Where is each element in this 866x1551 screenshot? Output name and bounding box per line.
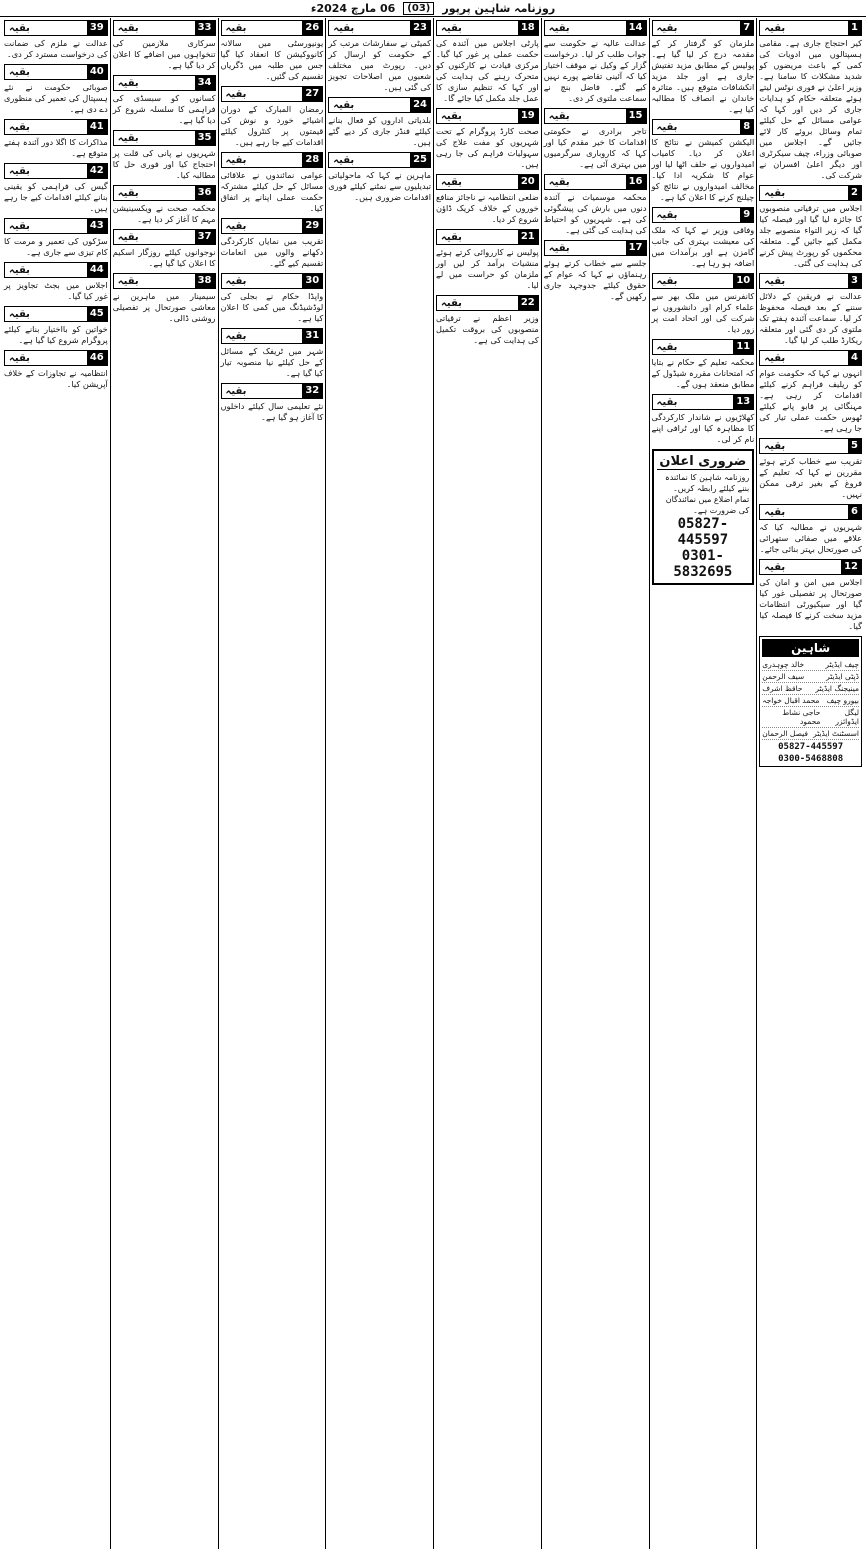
continuation-tag (221, 218, 324, 234)
article-text: وزیر اعظم نے ترقیاتی منصوبوں کی بروقت تکمیل کی ہدایت کی ہے۔ (436, 313, 539, 345)
article-continuation (113, 130, 216, 181)
article-continuation (328, 20, 431, 93)
article-continuation (652, 207, 755, 269)
continuation-tag (652, 394, 755, 410)
continuation-tag (436, 20, 539, 36)
continuation-label: بقیہ (656, 209, 678, 221)
continuation-tag (759, 504, 862, 520)
continuation-number: 39 (87, 21, 107, 35)
continuation-label: بقیہ (764, 187, 786, 199)
article-text: تقریب میں نمایاں کارکردگی دکھانے والوں میں انعامات تقسیم کیے گئے۔ (220, 236, 324, 268)
column-4 (433, 18, 541, 1549)
continuation-number: 26 (302, 21, 322, 35)
continuation-number: 15 (626, 109, 646, 123)
staff-row (762, 728, 859, 740)
continuation-tag (113, 130, 216, 146)
continuation-number: 20 (518, 175, 538, 189)
continuation-number: 10 (733, 274, 753, 288)
continuation-number: 41 (87, 120, 107, 134)
article-text: سڑکوں کی تعمیر و مرمت کا کام تیزی سے جاری ہے۔ (4, 236, 108, 257)
article-continuation (113, 75, 216, 126)
article-text: تقریب سے خطاب کرتے ہوئے مقررین نے کہا کہ تعلیم کے فروغ کے بغیر ترقی ممکن نہیں۔ (759, 456, 862, 499)
article-text: مذاکرات کا اگلا دور آئندہ ہفتے متوقع ہے۔ (4, 137, 108, 158)
continuation-number: 23 (410, 21, 430, 35)
continuation-number: 13 (733, 395, 753, 409)
continuation-tag (544, 240, 647, 256)
article-continuation (221, 273, 324, 324)
continuation-label: بقیہ (9, 220, 30, 232)
continuation-label: بقیہ (764, 440, 786, 452)
article-text: اجلاس میں ترقیاتی منصوبوں کا جائزہ لیا گیا اور فیصلہ کیا گیا کہ زیر التواء منصوبے جلد مکمل کیے جائیں گے۔ متعلقہ محکموں کو رپورٹ پیش کرنے کی ہدایت کی گئی۔ (759, 203, 862, 268)
continuation-label: بقیہ (764, 352, 786, 364)
article-text: ملزمان کو گرفتار کر کے مقدمہ درج کر لیا گیا ہے۔ پولیس کے مطابق مزید تفتیش جاری ہے اور جلد مزید انکشافات متوقع ہیں۔ متاثرہ خاندان نے انصاف کا مطالبہ کیا ہے۔ (651, 38, 755, 114)
continuation-label: بقیہ (441, 176, 462, 188)
continuation-number: 11 (733, 340, 753, 354)
continuation-tag (652, 119, 755, 135)
article-continuation (221, 152, 324, 214)
article-text: محکمہ موسمیات نے آئندہ دنوں میں بارش کی پیشگوئی کی ہے۔ شہریوں کو احتیاط کی ہدایت کی گئی ہے۔ (543, 192, 647, 235)
continuation-label: بقیہ (9, 22, 30, 34)
continuation-tag (652, 339, 755, 355)
continuation-number: 46 (87, 351, 107, 365)
masthead-phone: 0300-5468808 (778, 754, 844, 764)
continuation-tag (113, 229, 216, 245)
continuation-number: 37 (195, 230, 215, 244)
continuation-number: 42 (87, 164, 107, 178)
continuation-label: بقیہ (441, 110, 462, 122)
continuation-tag (328, 20, 431, 36)
article-continuation (113, 20, 216, 71)
continuation-tag (759, 350, 862, 366)
continuation-tag (4, 262, 108, 278)
staff-name: خالد چوہدری (762, 660, 805, 669)
continuation-tag (436, 174, 539, 190)
continuation-label: بقیہ (117, 187, 139, 199)
continuation-tag (113, 75, 216, 91)
article-text: ضلعی انتظامیہ نے ناجائز منافع خوروں کے خلاف کریک ڈاؤن شروع کر دیا۔ (436, 192, 539, 224)
article-text: صحت کارڈ پروگرام کے تحت شہریوں کو مفت علاج کی سہولیات فراہم کی جا رہی ہیں۔ (436, 126, 539, 169)
article-continuation (759, 185, 862, 269)
continuation-label: بقیہ (441, 231, 462, 243)
continuation-label: بقیہ (117, 231, 139, 243)
column-5 (325, 18, 433, 1549)
continuation-tag (221, 273, 324, 289)
continuation-number: 9 (740, 208, 753, 222)
notice-body: روزنامہ شاہین کا نمائندہ بننے کیلئے رابطہ کریں۔ تمام اضلاع میں نمائندگان کی ضرورت ہے۔ (665, 473, 750, 515)
staff-role: اسسٹنٹ ایڈیٹر (813, 729, 859, 738)
article-text: نوجوانوں کیلئے روزگار اسکیم کا اعلان کیا گیا ہے۔ (112, 247, 216, 268)
article-continuation (221, 218, 324, 269)
masthead-logo: شاہین (762, 639, 859, 657)
article-continuation (4, 218, 108, 258)
article-text: اجلاس میں بجٹ تجاویز پر غور کیا گیا۔ (4, 280, 108, 301)
continuation-label: بقیہ (764, 561, 786, 573)
article-continuation (436, 20, 539, 104)
article-continuation (759, 504, 862, 555)
article-text: کھلاڑیوں نے شاندار کارکردگی کا مظاہرہ کیا اور ٹرافی اپنے نام کر لی۔ (651, 412, 755, 444)
continuation-number: 40 (87, 65, 107, 79)
article-text: انتظامیہ نے تجاوزات کے خلاف آپریشن کیا۔ (4, 368, 108, 389)
staff-name: فیصل الرحمان (762, 729, 808, 738)
article-text: عدالت نے فریقین کے دلائل سننے کے بعد فیصلہ محفوظ کر لیا۔ سماعت آئندہ ہفتے تک ملتوی کر دی گئی اور متعلقہ ریکارڈ طلب کر لیا گیا۔ (759, 291, 862, 345)
continuation-tag (328, 152, 431, 168)
continuation-label: بقیہ (117, 77, 139, 89)
article-continuation (652, 394, 755, 445)
continuation-number: 24 (410, 98, 430, 112)
article-continuation (4, 306, 108, 346)
continuation-tag (4, 20, 108, 36)
continuation-label: بقیہ (117, 132, 139, 144)
article-continuation (652, 119, 755, 203)
continuation-tag (652, 273, 755, 289)
continuation-tag (4, 350, 108, 366)
masthead-phone: 05827-445597 (778, 742, 844, 752)
article-text: عدالت نے ملزم کی ضمانت کی درخواست مسترد کر دی۔ (4, 38, 108, 59)
continuation-label: بقیہ (225, 275, 247, 287)
staff-row (762, 659, 859, 671)
continuation-label: بقیہ (333, 99, 355, 111)
article-text: یونیورسٹی میں سالانہ کانووکیشن کا انعقاد کیا گیا جس میں طلبہ میں ڈگریاں تقسیم کی گئیں۔ (220, 38, 324, 81)
notice-phone: 05827-445597 (677, 516, 729, 548)
continuation-number: 3 (848, 274, 861, 288)
continuation-number: 19 (518, 109, 538, 123)
article-continuation (328, 152, 431, 203)
article-text: بلدیاتی اداروں کو فعال بنانے کیلئے فنڈز جاری کر دیے گئے ہیں۔ (328, 115, 431, 147)
column-2 (649, 18, 757, 1549)
continuation-number: 25 (410, 153, 430, 167)
article-continuation (759, 350, 862, 434)
article-continuation (759, 438, 862, 500)
continuation-label: بقیہ (764, 22, 786, 34)
column-7 (110, 18, 218, 1549)
continuation-tag (328, 97, 431, 113)
article-text: جلسے سے خطاب کرتے ہوئے رہنماؤں نے کہا کہ عوام کے حقوق کیلئے جدوجہد جاری رکھیں گے۔ (543, 258, 647, 301)
continuation-tag (4, 119, 108, 135)
article-text: تاجر برادری نے حکومتی اقدامات کا خیر مقدم کیا اور کہا کہ کاروباری سرگرمیوں میں بہتری آئی ہے۔ (543, 126, 647, 169)
continuation-number: 1 (848, 21, 861, 35)
article-continuation (544, 108, 647, 170)
continuation-number: 35 (195, 131, 215, 145)
continuation-tag (221, 86, 324, 102)
important-notice (652, 449, 755, 585)
article-continuation (4, 163, 108, 214)
article-continuation (113, 273, 216, 324)
article-continuation (652, 273, 755, 335)
continuation-tag (221, 383, 324, 399)
staff-name: سیف الرحمن (762, 672, 805, 681)
continuation-label: بقیہ (9, 66, 30, 78)
continuation-tag (759, 273, 862, 289)
continuation-number: 27 (302, 87, 322, 101)
staff-name: حافظ اشرف (762, 684, 803, 693)
article-continuation (113, 185, 216, 225)
continuation-number: 45 (87, 307, 107, 321)
continuation-number: 6 (848, 505, 861, 519)
columns-area (2, 18, 864, 1549)
continuation-number: 29 (302, 219, 322, 233)
page-header (0, 0, 866, 17)
continuation-label: بقیہ (225, 88, 247, 100)
continuation-label: بقیہ (656, 396, 678, 408)
continuation-number: 22 (518, 296, 538, 310)
article-text: وفاقی وزیر نے کہا کہ ملک کی معیشت بہتری کی جانب گامزن ہے اور برآمدات میں اضافہ ہو رہا ہے۔ (651, 225, 755, 268)
article-text: شہریوں نے مطالبہ کیا کہ علاقے میں صفائی ستھرائی کی صورتحال بہتر بنائی جائے۔ (759, 522, 862, 554)
article-text: پارٹی اجلاس میں آئندہ کی حکمت عملی پر غور کیا گیا۔ مرکزی قیادت نے کارکنوں کو متحرک رہنے کی ہدایت کی اور کہا کہ تنظیم سازی کا عمل جلد مکمل کیا جائے گا۔ (436, 38, 539, 103)
continuation-label: بقیہ (225, 385, 247, 397)
article-continuation (652, 20, 755, 115)
continuation-number: 43 (87, 219, 107, 233)
article-continuation (221, 20, 324, 82)
continuation-number: 8 (740, 120, 753, 134)
continuation-label: بقیہ (225, 330, 247, 342)
continuation-number: 5 (848, 439, 861, 453)
continuation-label: بقیہ (764, 275, 786, 287)
article-text: شہر میں ٹریفک کے مسائل کے حل کیلئے نیا منصوبہ تیار کیا گیا ہے۔ (220, 346, 324, 378)
article-text: خواتین کو بااختیار بنانے کیلئے پروگرام شروع کیا گیا ہے۔ (4, 324, 108, 345)
continuation-label: بقیہ (225, 22, 247, 34)
continuation-number: 31 (302, 329, 322, 343)
continuation-number: 12 (841, 560, 861, 574)
continuation-label: بقیہ (441, 297, 462, 309)
article-text: رمضان المبارک کے دوران اشیائے خورد و نوش کی قیمتوں پر کنٹرول کیلئے اقدامات کیے جا رہے ہیں۔ (220, 104, 324, 147)
article-text: محکمہ تعلیم کے حکام نے بتایا کہ امتحانات مقررہ شیڈول کے مطابق منعقد ہوں گے۔ (651, 357, 755, 389)
article-continuation (436, 108, 539, 170)
article-continuation (759, 273, 862, 346)
article-text: عدالت عالیہ نے حکومت سے جواب طلب کر لیا۔ درخواست گزار کے وکیل نے موقف اختیار کیا کہ آئینی تقاضے پورے نہیں کیے گئے۔ فاضل بنچ نے سماعت ملتوی کر دی۔ (543, 38, 647, 103)
continuation-tag (221, 20, 324, 36)
continuation-number: 18 (518, 21, 538, 35)
article-text: شہریوں نے پانی کی قلت پر احتجاج کیا اور فوری حل کا مطالبہ کیا۔ (112, 148, 216, 180)
article-continuation (221, 383, 324, 423)
continuation-tag (759, 20, 862, 36)
article-continuation (221, 328, 324, 379)
staff-name: محمد اقبال خواجہ (762, 696, 820, 705)
article-text: کمیٹی نے سفارشات مرتب کر کے حکومت کو ارسال کر دیں۔ رپورٹ میں مختلف شعبوں میں اصلاحات تجویز کی گئی ہیں۔ (328, 38, 431, 92)
continuation-number: 44 (87, 263, 107, 277)
continuation-label: بقیہ (764, 506, 786, 518)
continuation-number: 30 (302, 274, 322, 288)
continuation-label: بقیہ (333, 154, 355, 166)
issue-date: 06 مارچ 2024ء (310, 1, 396, 15)
continuation-label: بقیہ (548, 110, 570, 122)
article-text: صوبائی حکومت نے نئے ہسپتال کی تعمیر کی منظوری دے دی ہے۔ (4, 82, 108, 114)
article-continuation (544, 174, 647, 236)
continuation-label: بقیہ (656, 341, 678, 353)
continuation-label: بقیہ (548, 242, 570, 254)
continuation-label: بقیہ (9, 121, 30, 133)
staff-role: چیف ایڈیٹر (825, 660, 859, 669)
continuation-tag (4, 218, 108, 234)
continuation-label: بقیہ (225, 220, 247, 232)
masthead-box (759, 636, 862, 767)
article-continuation (544, 240, 647, 302)
continuation-number: 33 (195, 21, 215, 35)
continuation-number: 28 (302, 153, 322, 167)
article-text: کانفرنس میں ملک بھر سے علماء کرام اور دانشوروں نے شرکت کی اور اتحاد امت پر زور دیا۔ (651, 291, 755, 334)
continuation-tag (436, 229, 539, 245)
continuation-label: بقیہ (117, 275, 139, 287)
continuation-tag (113, 185, 216, 201)
continuation-number: 7 (740, 21, 753, 35)
staff-row (762, 707, 859, 728)
article-text: سیمینار میں ماہرین نے معاشی صورتحال پر تفصیلی روشنی ڈالی۔ (112, 291, 216, 323)
article-continuation (436, 174, 539, 225)
continuation-tag (4, 163, 108, 179)
continuation-number: 38 (195, 274, 215, 288)
continuation-tag (759, 559, 862, 575)
continuation-label: بقیہ (656, 121, 678, 133)
article-continuation (4, 20, 108, 60)
continuation-tag (544, 108, 647, 124)
continuation-number: 16 (626, 175, 646, 189)
article-continuation (4, 350, 108, 390)
staff-row (762, 683, 859, 695)
article-continuation (652, 339, 755, 390)
page-number: (03) (403, 2, 434, 15)
continuation-number: 17 (626, 241, 646, 255)
article-continuation (4, 119, 108, 159)
article-text: واپڈا حکام نے بجلی کی لوڈشیڈنگ میں کمی کا اعلان کیا ہے۔ (220, 291, 324, 323)
article-continuation (221, 86, 324, 148)
paper-name: روزنامہ شاہین پرپور (442, 1, 556, 15)
continuation-tag (436, 108, 539, 124)
article-continuation (436, 229, 539, 291)
article-continuation (759, 20, 862, 181)
notice-title: ضروری اعلان (657, 454, 750, 470)
article-continuation (113, 229, 216, 269)
continuation-label: بقیہ (225, 154, 247, 166)
continuation-label: بقیہ (548, 176, 570, 188)
article-text: نئے تعلیمی سال کیلئے داخلوں کا آغاز ہو گیا ہے۔ (220, 401, 324, 422)
continuation-label: بقیہ (9, 165, 30, 177)
continuation-tag (113, 20, 216, 36)
continuation-label: بقیہ (656, 22, 678, 34)
column-8 (2, 18, 110, 1549)
article-continuation (759, 559, 862, 632)
continuation-label: بقیہ (333, 22, 355, 34)
article-text: الیکشن کمیشن نے نتائج کا اعلان کر دیا۔ کامیاب امیدواروں نے حلف اٹھا لیا اور عوام کا شکریہ ادا کیا۔ مخالف امیدواروں نے نتائج کو چیلنج کرنے کا اعلان کیا ہے۔ (651, 137, 755, 202)
continuation-number: 36 (195, 186, 215, 200)
article-continuation (436, 295, 539, 346)
article-text: کسانوں کو سبسڈی کی فراہمی کا سلسلہ شروع کر دیا گیا ہے۔ (112, 93, 216, 125)
column-6 (218, 18, 326, 1549)
continuation-tag (759, 185, 862, 201)
article-text: محکمہ صحت نے ویکسینیشن مہم کا آغاز کر دیا ہے۔ (112, 203, 216, 224)
article-text: پولیس نے کارروائی کرتے ہوئے منشیات برآمد کر لیں اور ملزمان کو حراست میں لے لیا۔ (436, 247, 539, 290)
continuation-number: 4 (848, 351, 861, 365)
article-text: عوامی نمائندوں نے علاقائی مسائل کے حل کیلئے مشترکہ حکمت عملی اپنانے پر اتفاق کیا۔ (220, 170, 324, 213)
article-text: ماہرین نے کہا کہ ماحولیاتی تبدیلیوں سے نمٹنے کیلئے فوری اقدامات ضروری ہیں۔ (328, 170, 431, 202)
continuation-label: بقیہ (656, 275, 678, 287)
continuation-tag (4, 306, 108, 322)
column-1 (756, 18, 864, 1549)
continuation-tag (759, 438, 862, 454)
continuation-tag (4, 64, 108, 80)
continuation-tag (436, 295, 539, 311)
staff-role: بیورو چیف (826, 696, 859, 705)
article-text: کیر احتجاج جاری ہے۔ مقامی ہسپتالوں میں ادویات کی کمی کے باعث مریضوں کو شدید مشکلات کا سامنا ہے۔ وزیر اعلیٰ نے فوری نوٹس لیتے ہوئے متعلقہ حکام کو ہدایات جاری کر دیں اور کہا کہ عوامی مسائل کے حل کیلئے تمام وسائل بروئے کار لائے جائیں گے۔ اجلاس میں صوبائی وزراء، چیف سیکرٹری اور دیگر اعلیٰ افسران نے شرکت کی۔ (759, 38, 862, 180)
article-text: سرکاری ملازمین کی تنخواہوں میں اضافے کا اعلان کر دیا گیا ہے۔ (112, 38, 216, 70)
continuation-label: بقیہ (441, 22, 462, 34)
staff-role: لیگل ایڈوائزر (835, 708, 859, 726)
continuation-label: بقیہ (9, 308, 30, 320)
continuation-tag (544, 20, 647, 36)
continuation-number: 2 (848, 186, 861, 200)
continuation-tag (221, 328, 324, 344)
staff-name: حاجی نشاط محمود (782, 708, 821, 726)
continuation-label: بقیہ (117, 22, 139, 34)
article-continuation (328, 97, 431, 148)
article-continuation (544, 20, 647, 104)
continuation-tag (221, 152, 324, 168)
staff-role: ڈپٹی ایڈیٹر (826, 672, 859, 681)
column-3 (541, 18, 649, 1549)
article-continuation (4, 64, 108, 115)
article-text: انہوں نے کہا کہ حکومت عوام کو ریلیف فراہم کرنے کیلئے اقدامات کر رہی ہے۔ مہنگائی پر قابو پانے کیلئے ٹھوس حکمت عملی تیار کی جا رہی ہے۔ (759, 368, 862, 433)
continuation-label: بقیہ (9, 352, 30, 364)
staff-role: مینیجنگ ایڈیٹر (815, 684, 859, 693)
continuation-label: بقیہ (9, 264, 30, 276)
staff-row (762, 671, 859, 683)
article-continuation (4, 262, 108, 302)
article-text: گیس کی فراہمی کو یقینی بنانے کیلئے اقدامات کیے جا رہے ہیں۔ (4, 181, 108, 213)
continuation-tag (113, 273, 216, 289)
notice-phone: 0301-5832695 (673, 548, 733, 580)
continuation-number: 21 (518, 230, 538, 244)
article-text: اجلاس میں امن و امان کی صورتحال پر تفصیلی غور کیا گیا اور سیکیورٹی انتظامات مزید سخت کرنے کا فیصلہ کیا گیا۔ (759, 577, 862, 631)
continuation-number: 32 (302, 384, 322, 398)
continuation-label: بقیہ (548, 22, 570, 34)
continuation-tag (652, 207, 755, 223)
staff-row (762, 695, 859, 707)
continuation-tag (544, 174, 647, 190)
continuation-number: 34 (195, 76, 215, 90)
continuation-number: 14 (626, 21, 646, 35)
continuation-tag (652, 20, 755, 36)
